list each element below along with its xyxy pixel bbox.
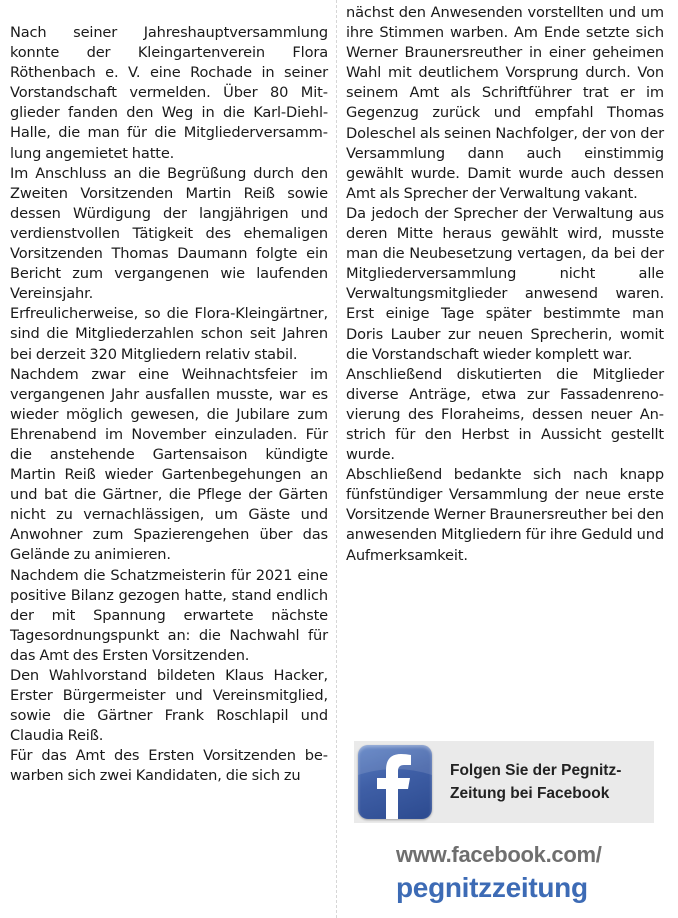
article-paragraph: Anschließend diskutierten die Mitglieder diverse Anträge, etwa zur Fassadenrenovierung des Floraheims, dessen neuer Anstrich für den Herbst in Aussicht gestellt wurde. xyxy=(346,365,664,464)
article-paragraph: Abschließend bedankte sich nach knapp fünfstündiger Versammlung der neue erste Vorsitzende Werner Braunersreuther bei den anwesenden Mitgliedern für ihre Geduld und Aufmerksamkeit. xyxy=(346,466,664,564)
article-column-right xyxy=(346,3,664,566)
facebook-url-page[interactable]: pegnitzzeitung xyxy=(396,872,588,903)
article-paragraph: Für das Amt des Ersten Vorsitzenden bewarben sich zwei Kandidaten, die sich zu xyxy=(10,747,328,785)
article-paragraph: Den Wahlvorstand bildeten Klaus Hacker, Erster Bürgermeister und Vereinsmitglied, sowie die Gärtner Frank Roschlapil und Claudia Reiß. xyxy=(10,667,328,745)
article-column-left xyxy=(10,23,328,787)
article-paragraph: Da jedoch der Sprecher der Verwaltung aus deren Mitte heraus gewählt wird, musste man die Neubesetzung vertagen, da bei der Mitgliederversammlung nicht alle Verwaltungsmitglieder anwesend waren. Erst einige Tage später bestimmte man Doris Lauber zur neuen Sprecherin, womit die Vorstandschaft wieder komplett war. xyxy=(346,204,664,363)
article-paragraph: Nachdem zwar eine Weihnachtsfeier im vergangenen Jahr ausfallen musste, war es wieder möglich gewesen, die Jubilare zum Ehrenabend im November einzuladen. Für die anstehende Gartensaison kündigte Martin Reiß wieder Gartenbegehungen an und bat die Gärtner, die Pflege der Gärten nicht zu vernachlässigen, um Gäste und Anwohner zum Spazierengehen über das Gelände zu animieren. xyxy=(10,365,328,564)
article-paragraph: Nach seiner Jahreshauptversammlung konnte der Kleingartenverein Flora Röthenbach e. V. eine Rochade in seiner Vorstandschaft vermelden. Über 80 Mitglieder fanden den Weg in die Karl-Diehl-Halle, die man für die Mitgliederversammlung angemietet hatte. xyxy=(10,24,328,162)
facebook-promo-line: Folgen Sie der Pegnitz- xyxy=(450,762,622,779)
facebook-logo-icon xyxy=(358,745,432,819)
article-paragraph: Im Anschluss an die Begrüßung durch den Zweiten Vorsitzenden Martin Reiß sowie dessen Würdigung der langjährigen und verdienstvollen Tätigkeit des ehemaligen Vorsitzenden Thomas Daumann folgte ein Bericht zum vergangenen wie laufenden Vereinsjahr. xyxy=(10,164,328,303)
article-paragraph: Erfreulicherweise, so die Flora-Kleingärtner, sind die Mitgliederzahlen schon seit Jahren bei derzeit 320 Mitgliedern relativ stabil. xyxy=(10,305,328,363)
facebook-promo-line: Zeitung bei Facebook xyxy=(450,785,610,802)
facebook-promo-box[interactable] xyxy=(354,741,654,823)
column-divider xyxy=(336,0,337,918)
facebook-promo-text xyxy=(450,759,650,805)
article-paragraph: Nachdem die Schatzmeisterin für 2021 eine positive Bilanz gezogen hatte, stand endlich der mit Spannung erwartete nächste Tagesordnungspunkt an: die Nachwahl für das Amt des Ersten Vorsitzenden. xyxy=(10,566,328,664)
article-paragraph: nächst den Anwesenden vorstellten und um ihre Stimmen warben. Am Ende setzte sich Werner Braunersreuther in einer geheimen Wahl mit deutlichem Vorsprung durch. Von seinem Amt als Schriftführer trat er im Gegenzug zurück und empfahl Thomas Doleschel als seinen Nachfolger, der von der Versammlung dann auch einstimmig gewählt wurde. Damit wurde auch dessen Amt als Sprecher der Verwaltung vakant. xyxy=(346,4,664,202)
facebook-url-domain[interactable]: www.facebook.com/ xyxy=(396,842,602,867)
